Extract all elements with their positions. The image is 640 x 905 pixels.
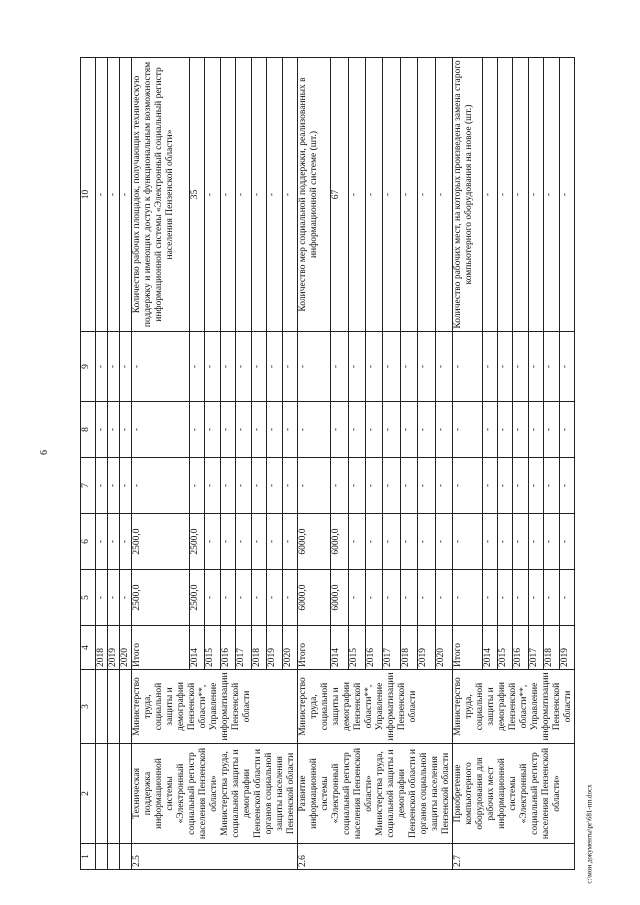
amount-other: - (298, 332, 331, 402)
year-cell: 2019 (418, 626, 435, 670)
column-header: 10 (81, 58, 96, 332)
amount-federal: - (544, 458, 559, 514)
amount-regional: - (528, 514, 543, 570)
amount-federal: - (559, 458, 574, 514)
column-header: 8 (81, 402, 96, 458)
amount-local: - (267, 402, 282, 458)
amount-regional: - (205, 514, 220, 570)
amount-total: - (366, 570, 383, 626)
amount-other: - (400, 332, 417, 402)
activity-name: Приобретение компьютерного оборудования для рабочих мест информационной системы «Электронный социальный регистр населения Пензенской области» (453, 744, 575, 844)
year-cell: 2014 (189, 626, 204, 670)
table-body (132, 58, 575, 870)
amount-total: - (383, 570, 400, 626)
indicator-value: - (559, 58, 574, 332)
amount-other: - (383, 332, 400, 402)
amount-local: - (205, 402, 220, 458)
amount-regional: 6000,0 (331, 514, 348, 570)
amount-regional: - (282, 514, 297, 570)
amount-local: - (282, 402, 297, 458)
continuation-row: 2020 - - - - - - (120, 58, 132, 870)
amount-regional: - (366, 514, 383, 570)
amount-federal: - (220, 458, 235, 514)
amount-other: - (544, 332, 559, 402)
table-row (132, 58, 190, 870)
year-cell: 2015 (497, 626, 512, 670)
amount-total: - (453, 570, 483, 626)
amount-other: - (418, 332, 435, 402)
activity-number: 2.7 (453, 844, 575, 870)
indicator-text: Количество рабочих площадок, получающих техническую поддержку и имеющих доступ к функциональным возможностям информационной системы «Электронный социальный регистр населения Пензенской области» (132, 58, 190, 332)
amount-other: - (435, 332, 452, 402)
amount-total: - (418, 570, 435, 626)
amount-federal: - (482, 458, 497, 514)
year-cell: 2017 (383, 626, 400, 670)
amount-other: - (513, 332, 528, 402)
year-cell: 2019 (559, 626, 574, 670)
amount-local: - (298, 402, 331, 458)
amount-federal: - (383, 458, 400, 514)
amount-local: - (453, 402, 483, 458)
amount-federal: - (267, 458, 282, 514)
year-cell: 2018 (96, 626, 108, 670)
amount-local: - (544, 402, 559, 458)
amount-federal: - (189, 458, 204, 514)
amount-total: - (348, 570, 365, 626)
indicator-value: - (236, 58, 251, 332)
amount-local: - (189, 402, 204, 458)
amount-regional: - (400, 514, 417, 570)
indicator-value: - (251, 58, 266, 332)
amount-federal: - (132, 458, 190, 514)
indicator-value: - (267, 58, 282, 332)
amount-other: - (559, 332, 574, 402)
amount-other: - (236, 332, 251, 402)
amount-local: - (400, 402, 417, 458)
year-cell: 2018 (251, 626, 266, 670)
amount-local: - (348, 402, 365, 458)
amount-federal: - (366, 458, 383, 514)
year-cell: 2018 (544, 626, 559, 670)
amount-regional: - (513, 514, 528, 570)
amount-local: - (236, 402, 251, 458)
amount-other: - (528, 332, 543, 402)
amount-other: - (497, 332, 512, 402)
amount-regional: - (435, 514, 452, 570)
continuation-row: 2018 - - - - - - (96, 58, 108, 870)
activity-executor: Министерство труда, социальной защиты и демографии Пензенской области**, Управление информатизации Пензенской области (453, 670, 575, 744)
activity-name: Развитие информационной системы «Электронный социальный регистр населения Пензенской области» Министерства труда, социальной защиты и демографии Пензенской области и органов социальной защиты населения Пензенской области (298, 744, 453, 844)
amount-total: 6000,0 (331, 570, 348, 626)
indicator-value: - (418, 58, 435, 332)
amount-other: - (220, 332, 235, 402)
amount-local: - (366, 402, 383, 458)
year-cell: 2014 (482, 626, 497, 670)
amount-total: - (435, 570, 452, 626)
year-cell: 2019 (267, 626, 282, 670)
amount-total: - (220, 570, 235, 626)
continuation-row: 2019 - - - - - - (108, 58, 120, 870)
program-activities-table (80, 57, 575, 870)
indicator-value: - (482, 58, 497, 332)
amount-regional: - (236, 514, 251, 570)
indicator-text: Количество рабочих мест, на которых произведена замена старого компьютерного оборудования на новое (шт.) (453, 58, 483, 332)
year-cell: 2016 (513, 626, 528, 670)
year-cell: Итого (453, 626, 483, 670)
amount-regional: - (559, 514, 574, 570)
year-cell: 2016 (366, 626, 383, 670)
amount-other: - (366, 332, 383, 402)
year-cell: 2019 (108, 626, 120, 670)
table-row (298, 58, 331, 870)
year-cell: 2017 (528, 626, 543, 670)
indicator-value: - (282, 58, 297, 332)
column-header: 4 (81, 626, 96, 670)
amount-federal: - (298, 458, 331, 514)
activity-number: 2.6 (298, 844, 453, 870)
amount-total: - (482, 570, 497, 626)
amount-regional: - (348, 514, 365, 570)
indicator-value: - (400, 58, 417, 332)
year-cell: 2020 (120, 626, 132, 670)
column-header: 9 (81, 332, 96, 402)
amount-other: - (453, 332, 483, 402)
indicator-value: - (383, 58, 400, 332)
activity-name: Техническая поддержка информационной системы «Электронный социальный регистр населения Пензенской области» Министерства труда, социальной защиты и демографии Пензенской области и органов социальной защиты населения Пензенской области (132, 744, 298, 844)
year-cell: 2018 (400, 626, 417, 670)
amount-local: - (482, 402, 497, 458)
amount-other: - (331, 332, 348, 402)
amount-federal: - (453, 458, 483, 514)
year-cell: 2020 (435, 626, 452, 670)
activity-executor: Министерство труда, социальной защиты и демографии Пензенской области**, Управление информатизации Пензенской области (132, 670, 298, 744)
amount-regional: 6000,0 (298, 514, 331, 570)
year-cell: 2015 (205, 626, 220, 670)
amount-regional: - (220, 514, 235, 570)
column-header: 2 (81, 744, 96, 844)
amount-local: - (331, 402, 348, 458)
column-header: 3 (81, 670, 96, 744)
amount-total: 2500,0 (132, 570, 190, 626)
column-header: 5 (81, 570, 96, 626)
amount-local: - (220, 402, 235, 458)
amount-other: - (348, 332, 365, 402)
year-cell: 2017 (236, 626, 251, 670)
amount-local: - (251, 402, 266, 458)
amount-total: 6000,0 (298, 570, 331, 626)
amount-regional: 2500,0 (189, 514, 204, 570)
amount-other: - (189, 332, 204, 402)
year-cell: 2015 (348, 626, 365, 670)
amount-local: - (383, 402, 400, 458)
amount-federal: - (400, 458, 417, 514)
amount-regional: - (497, 514, 512, 570)
amount-local: - (559, 402, 574, 458)
indicator-value: - (205, 58, 220, 332)
column-number-row (81, 58, 96, 870)
indicator-value: 67 (331, 58, 348, 332)
year-cell: 2020 (282, 626, 297, 670)
amount-total: - (251, 570, 266, 626)
indicator-value: - (528, 58, 543, 332)
year-cell: 2014 (331, 626, 348, 670)
indicator-value: - (348, 58, 365, 332)
program-table-sheet (80, 58, 590, 870)
amount-total: - (544, 570, 559, 626)
page-number-text: 6 (39, 450, 50, 455)
amount-other: - (282, 332, 297, 402)
amount-regional: - (453, 514, 483, 570)
amount-local: - (528, 402, 543, 458)
indicator-text: Количество мер социальной поддержки, реализованных в информационной системе (шт.) (298, 58, 331, 332)
amount-other: - (132, 332, 190, 402)
amount-total: 2500,0 (189, 570, 204, 626)
amount-total: - (497, 570, 512, 626)
amount-regional: - (482, 514, 497, 570)
amount-federal: - (348, 458, 365, 514)
amount-local: - (513, 402, 528, 458)
amount-federal: - (418, 458, 435, 514)
table-row (453, 58, 483, 870)
amount-total: - (559, 570, 574, 626)
indicator-value: - (366, 58, 383, 332)
amount-federal: - (282, 458, 297, 514)
indicator-value: - (220, 58, 235, 332)
amount-total: - (205, 570, 220, 626)
amount-regional: 2500,0 (132, 514, 190, 570)
amount-regional: - (544, 514, 559, 570)
indicator-value: - (544, 58, 559, 332)
indicator-value: - (435, 58, 452, 332)
indicator-value: - (513, 58, 528, 332)
amount-federal: - (528, 458, 543, 514)
amount-regional: - (418, 514, 435, 570)
amount-total: - (282, 570, 297, 626)
amount-local: - (435, 402, 452, 458)
amount-other: - (251, 332, 266, 402)
year-cell: Итого (132, 626, 190, 670)
amount-federal: - (435, 458, 452, 514)
amount-other: - (482, 332, 497, 402)
amount-federal: - (251, 458, 266, 514)
indicator-value: 35 (189, 58, 204, 332)
amount-total: - (400, 570, 417, 626)
amount-local: - (497, 402, 512, 458)
amount-federal: - (205, 458, 220, 514)
amount-total: - (513, 570, 528, 626)
activity-executor: Министерство труда, социальной защиты и демографии Пензенской области**, Управление информатизации Пензенской области (298, 670, 453, 744)
column-header: 1 (81, 844, 96, 870)
footer-file-path: c:\мои документы\рг\681-пп.docx (585, 784, 594, 884)
amount-total: - (528, 570, 543, 626)
indicator-value: - (497, 58, 512, 332)
amount-federal: - (236, 458, 251, 514)
amount-other: - (205, 332, 220, 402)
amount-local: - (132, 402, 190, 458)
amount-local: - (418, 402, 435, 458)
amount-federal: - (497, 458, 512, 514)
amount-federal: - (513, 458, 528, 514)
amount-regional: - (251, 514, 266, 570)
amount-other: - (267, 332, 282, 402)
page-number (39, 447, 50, 458)
amount-total: - (267, 570, 282, 626)
year-cell: 2016 (220, 626, 235, 670)
year-cell: Итого (298, 626, 331, 670)
amount-regional: - (267, 514, 282, 570)
column-header: 7 (81, 458, 96, 514)
activity-number: 2.5 (132, 844, 298, 870)
amount-regional: - (383, 514, 400, 570)
amount-federal: - (331, 458, 348, 514)
amount-total: - (236, 570, 251, 626)
column-header: 6 (81, 514, 96, 570)
